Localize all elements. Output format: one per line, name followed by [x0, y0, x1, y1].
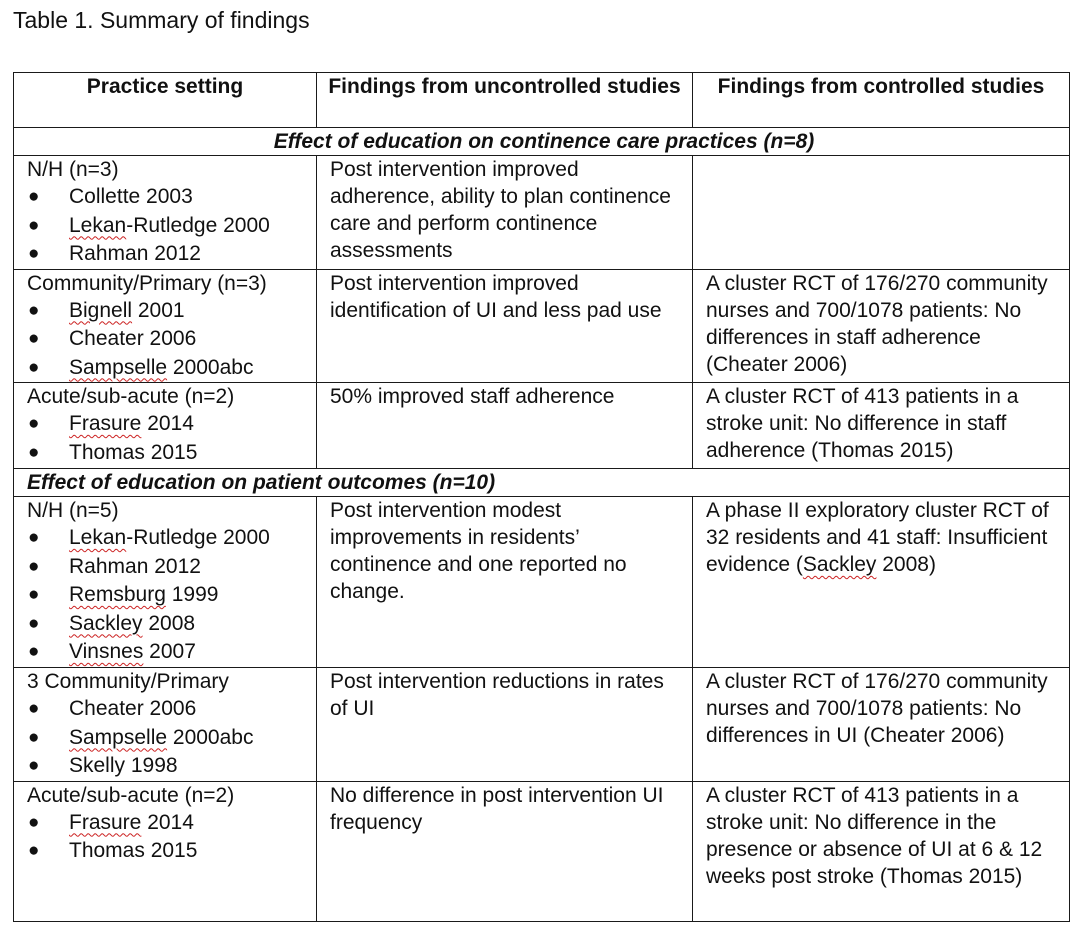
- study-list: [27, 524, 310, 667]
- controlled-findings-cell: A phase II exploratory cluster RCT of 32 residents and 41 staff: Insufficient evidence (Sackley 2008): [693, 497, 1070, 668]
- uncontrolled-findings-cell: Post intervention reductions in rates of UI: [317, 668, 693, 782]
- table-row: [14, 668, 1070, 782]
- spellcheck-flagged-word: Sackley: [802, 553, 877, 576]
- practice-setting-cell: [14, 497, 317, 668]
- practice-setting-cell: [14, 383, 317, 469]
- spellcheck-flagged-word: Frasure: [69, 810, 142, 834]
- controlled-findings-cell: A cluster RCT of 413 patients in a stroke unit: No difference in the presence or absence of UI at 6 & 12 weeks post stroke (Thomas 2015): [693, 781, 1070, 921]
- section-title: Effect of education on patient outcomes (n=10): [14, 469, 1070, 497]
- bullet-icon: ●: [28, 698, 40, 719]
- table-row: [14, 497, 1070, 668]
- study-list: [27, 695, 310, 781]
- spellcheck-flagged-word: Remsburg: [69, 583, 166, 606]
- study-item: ● Sackley 2008: [27, 610, 310, 639]
- setting-label: Acute/sub-acute (n=2): [27, 385, 235, 408]
- bullet-icon: ●: [28, 612, 40, 634]
- study-item: ● Sampselle 2000abc: [27, 354, 310, 383]
- controlled-findings-cell: A cluster RCT of 413 patients in a stroke unit: No difference in staff adherence (Thomas 2015): [693, 383, 1070, 469]
- bullet-icon: ●: [28, 328, 40, 349]
- spellcheck-flagged-word: Lekan: [69, 526, 127, 549]
- setting-label: Community/Primary (n=3): [27, 271, 267, 295]
- spellcheck-flagged-word: Vinsnes: [69, 640, 144, 663]
- bullet-icon: ●: [28, 214, 40, 236]
- header-controlled: Findings from controlled studies: [693, 73, 1070, 128]
- spellcheck-flagged-word: Bignell: [69, 298, 133, 322]
- spellcheck-flagged-word: Sampselle: [69, 355, 168, 379]
- table-row: [14, 269, 1070, 383]
- bullet-icon: ●: [28, 584, 40, 605]
- study-list: [27, 183, 310, 269]
- bullet-icon: ●: [28, 811, 40, 833]
- study-item: ● Lekan-Rutledge 2000: [27, 524, 310, 553]
- table-row: [14, 156, 1070, 270]
- header-uncontrolled: Findings from uncontrolled studies: [317, 73, 693, 128]
- study-list: [27, 297, 310, 383]
- setting-label: Acute/sub-acute (n=2): [27, 783, 235, 807]
- bullet-icon: ●: [28, 413, 40, 434]
- controlled-findings-cell: A cluster RCT of 176/270 community nurses and 700/1078 patients: No differences in UI (Cheater 2006): [693, 668, 1070, 782]
- setting-label: N/H (n=5): [27, 499, 119, 522]
- spellcheck-flagged-word: Lekan: [69, 213, 127, 237]
- header-practice-setting: Practice setting: [14, 73, 317, 128]
- uncontrolled-findings-cell: Post intervention modest improvements in residents’ continence and one reported no change.: [317, 497, 693, 668]
- controlled-findings-cell: A cluster RCT of 176/270 community nurses and 700/1078 patients: No differences in staff adherence (Cheater 2006): [693, 269, 1070, 383]
- setting-label: 3 Community/Primary: [27, 670, 229, 693]
- bullet-icon: ●: [28, 726, 40, 748]
- study-item: ● Vinsnes 2007: [27, 638, 310, 667]
- section-title: Effect of education on continence care practices (n=8): [14, 128, 1070, 156]
- study-item: ● Rahman 2012: [27, 240, 310, 269]
- uncontrolled-findings-cell: Post intervention improved identification of UI and less pad use: [317, 269, 693, 383]
- study-item: ● Frasure 2014: [27, 410, 310, 439]
- study-item: ● Thomas 2015: [27, 837, 310, 866]
- study-list: [27, 410, 310, 467]
- uncontrolled-findings-cell: No difference in post intervention UI frequency: [317, 781, 693, 921]
- table-row: [14, 383, 1070, 469]
- study-item: ● Cheater 2006: [27, 325, 310, 354]
- uncontrolled-findings-cell: Post intervention improved adherence, ability to plan continence care and perform continence assessments: [317, 156, 693, 270]
- study-item: ● Lekan-Rutledge 2000: [27, 212, 310, 241]
- section-heading-outcomes: [14, 469, 1070, 497]
- study-item: ● Skelly 1998: [27, 752, 310, 781]
- bullet-icon: ●: [28, 243, 40, 264]
- controlled-findings-cell: [693, 156, 1070, 270]
- bullet-icon: ●: [28, 527, 40, 548]
- practice-setting-cell: [14, 781, 317, 921]
- spellcheck-flagged-word: Frasure: [69, 412, 142, 435]
- bullet-icon: ●: [28, 186, 40, 207]
- study-item: ● Sampselle 2000abc: [27, 724, 310, 753]
- study-item: ● Collette 2003: [27, 183, 310, 212]
- study-item: ● Cheater 2006: [27, 695, 310, 724]
- study-item: ● Bignell 2001: [27, 297, 310, 326]
- setting-label: N/H (n=3): [27, 158, 119, 181]
- practice-setting-cell: [14, 668, 317, 782]
- practice-setting-cell: [14, 156, 317, 270]
- study-item: ● Remsburg 1999: [27, 581, 310, 610]
- study-item: ● Frasure 2014: [27, 809, 310, 838]
- spellcheck-flagged-word: Sackley: [69, 611, 143, 635]
- table-row: [14, 781, 1070, 921]
- bullet-icon: ●: [28, 299, 40, 321]
- bullet-icon: ●: [28, 755, 40, 776]
- bullet-icon: ●: [28, 356, 40, 378]
- spellcheck-flagged-word: Sampselle: [69, 725, 168, 749]
- bullet-icon: ●: [28, 641, 40, 662]
- uncontrolled-findings-cell: 50% improved staff adherence: [317, 383, 693, 469]
- practice-setting-cell: [14, 269, 317, 383]
- findings-table: [13, 72, 1070, 922]
- study-item: ● Rahman 2012: [27, 553, 310, 582]
- section-heading-practices: [14, 128, 1070, 156]
- bullet-icon: ●: [28, 441, 40, 463]
- header-row: [14, 73, 1070, 128]
- study-list: [27, 809, 310, 866]
- table-caption: Table 1. Summary of findings: [13, 7, 310, 33]
- study-item: ● Thomas 2015: [27, 439, 310, 468]
- bullet-icon: ●: [28, 840, 40, 861]
- bullet-icon: ●: [28, 555, 40, 577]
